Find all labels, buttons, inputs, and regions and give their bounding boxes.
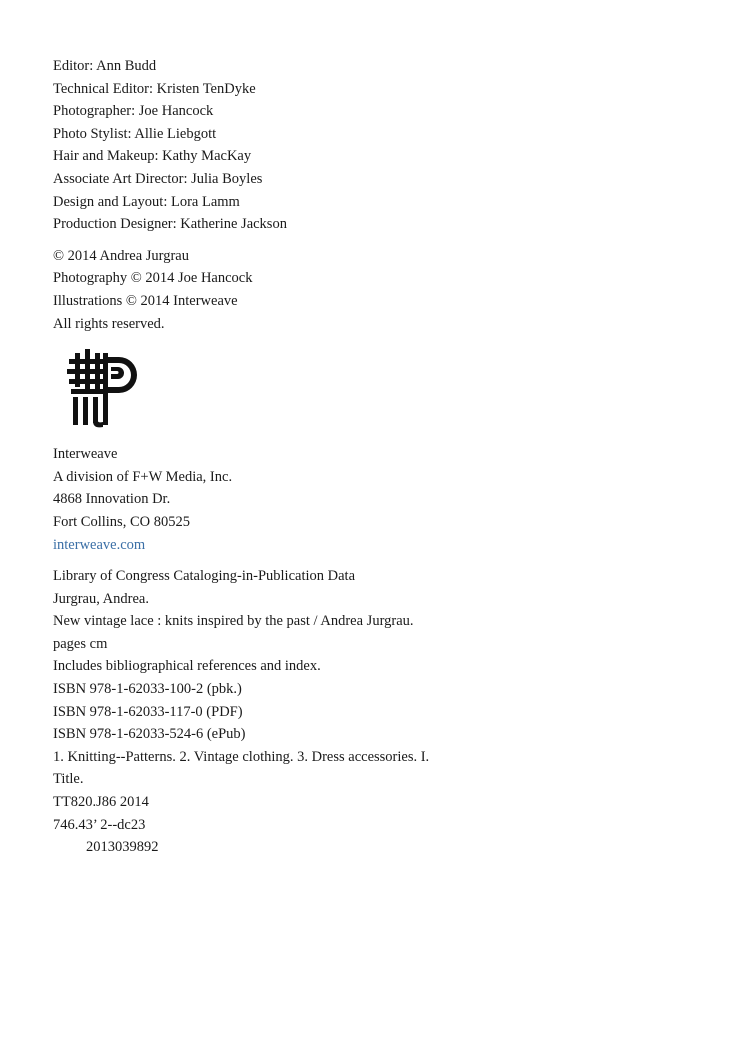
cip-line: Library of Congress Cataloging-in-Publication Data [53,568,356,585]
credit-line: Hair and Makeup: Kathy MacKay [53,148,252,165]
publisher-division: A division of F+W Media, Inc. [53,468,233,485]
copyright-block [53,245,713,335]
copyright-page [53,55,713,859]
cip-line: TT820.J86 2014 [53,794,149,811]
publisher-name: Interweave [53,446,118,463]
spacer [53,556,713,565]
cip-line: 2013039892 [86,839,159,856]
credit-line: Design and Layout: Lora Lamm [53,193,240,210]
cip-line: New vintage lace : knits inspired by the past / Andrea Jurgrau. [53,613,414,630]
cip-line: ISBN 978-1-62033-100-2 (pbk.) [53,681,242,698]
cip-line: ISBN 978-1-62033-117-0 (PDF) [53,703,243,720]
cip-line: 1. Knitting--Patterns. 2. Vintage clothing. 3. Dress accessories. I. [53,748,430,765]
copyright-line: © 2014 Andrea Jurgrau [53,247,189,264]
credit-line: Photo Stylist: Allie Liebgott [53,125,217,142]
copyright-line: Illustrations © 2014 Interweave [53,292,238,309]
cip-line: pages cm [53,635,108,652]
credit-line: Photographer: Joe Hancock [53,103,214,120]
publisher-block [53,443,713,556]
credit-line: Editor: Ann Budd [53,58,157,74]
credit-line: Associate Art Director: Julia Boyles [53,170,263,187]
publisher-street: 4868 Innovation Dr. [53,491,171,508]
cip-line: Includes bibliographical references and index. [53,658,321,675]
interweave-logo-icon [67,347,141,429]
publisher-logo-area [53,335,713,443]
publisher-website-link[interactable]: interweave.com [53,536,146,553]
spacer [53,236,713,245]
credit-line: Technical Editor: Kristen TenDyke [53,80,256,97]
copyright-line: All rights reserved. [53,315,165,332]
credit-line: Production Designer: Katherine Jackson [53,216,287,233]
credits-block [53,55,713,236]
cip-block [53,565,713,859]
cip-line: Title. [53,771,84,788]
cip-line: Jurgrau, Andrea. [53,590,149,607]
cip-line: ISBN 978-1-62033-524-6 (ePub) [53,726,246,743]
publisher-city: Fort Collins, CO 80525 [53,513,190,530]
copyright-line: Photography © 2014 Joe Hancock [53,270,253,287]
cip-line: 746.43’ 2--dc23 [53,816,146,833]
